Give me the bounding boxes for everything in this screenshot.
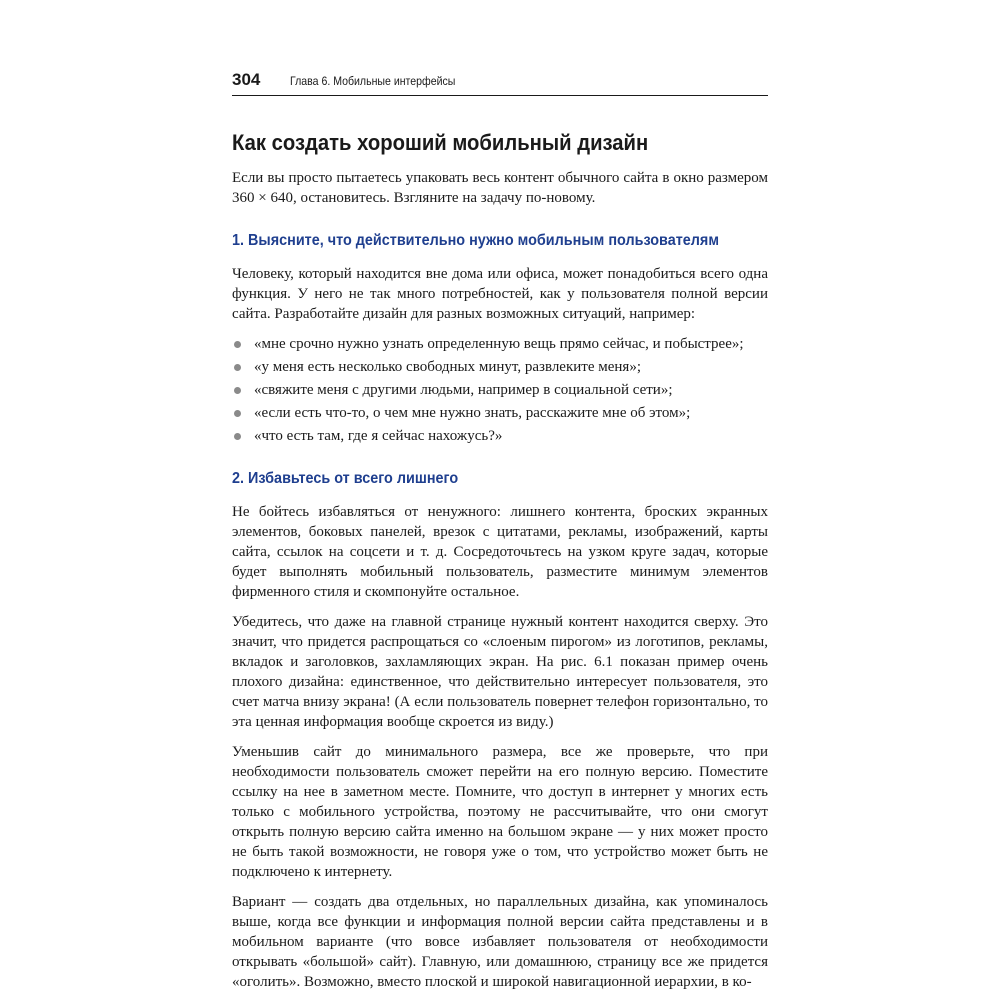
running-head: Глава 6. Мобильные интерфейсы — [290, 74, 456, 88]
list-item — [232, 380, 768, 400]
section-2-paragraph: Вариант — создать два отдельных, но параллельных дизайна, как упоминалось выше, когда все функции и информация полной версии сайта представлены и в мобильном варианте (что вовсе избавляет пользователя от необходимости открывать «большой» сайт). Главную, или домашнюю, страницу все же придется «оголить». Возможно, вместо плоской и широкой навигационной иерархии, в ко- — [232, 894, 768, 990]
bullet-list — [232, 334, 768, 446]
page-header — [232, 68, 768, 94]
list-item-text: «у меня есть несколько свободных минут, развлеките меня»; — [254, 359, 641, 375]
section-1-paragraph: Человеку, который находится вне дома или офиса, может понадобиться всего одна функция. У него не так много потребностей, как у пользователя полной версии сайта. Разработайте дизайн для разных возможных ситуаций, например: — [232, 266, 768, 322]
page-content — [232, 128, 768, 1000]
bullet-icon — [234, 387, 241, 394]
page-title: Как создать хороший мобильный дизайн — [232, 130, 649, 155]
bullet-icon — [234, 433, 241, 440]
section-2-paragraph: Уменьшив сайт до минимального размера, все же проверьте, что при необходимости пользователь сможет перейти на его полную версию. Поместите ссылку на нее в заметном месте. Помните, что доступ в интернет у многих есть только с мобильного устройства, поэтому не рассчитывайте, что они смогут открыть полную версию сайта именно на большом экране — у них может просто не быть такой возможности, не говоря уже о том, что устройство может быть не подключено к интернету. — [232, 744, 768, 880]
list-item — [232, 403, 768, 423]
section-2-paragraph: Убедитесь, что даже на главной странице нужный контент находится сверху. Это значит, что придется распрощаться со «слоеным пирогом» из логотипов, рекламы, вкладок и заголовков, захламляющих экран. На рис. 6.1 показан пример очень плохого дизайна: единственное, что действительно интересует пользователя, это счет матча внизу экрана! (А если пользователь повернет телефон горизонтально, то эта ценная информация вообще скроется из виду.) — [232, 614, 768, 730]
list-item-text: «если есть что-то, о чем мне нужно знать, расскажите мне об этом»; — [254, 405, 691, 421]
list-item-text: «что есть там, где я сейчас нахожусь?» — [254, 428, 503, 444]
header-rule — [232, 95, 768, 96]
list-item-text: «свяжите меня с другими людьми, например в социальной сети»; — [254, 382, 673, 398]
intro-paragraph: Если вы просто пытаетесь упаковать весь контент обычного сайта в окно размером 360 × 640, остановитесь. Взгляните на задачу по-новому. — [232, 170, 768, 206]
list-item-text: «мне срочно нужно узнать определенную вещь прямо сейчас, и побыстрее»; — [254, 336, 744, 352]
section-heading-1: 1. Выясните, что действительно нужно мобильным пользователям — [232, 232, 719, 249]
bullet-icon — [234, 364, 241, 371]
section-heading-2: 2. Избавьтесь от всего лишнего — [232, 470, 459, 487]
bullet-icon — [234, 410, 241, 417]
bullet-icon — [234, 341, 241, 348]
list-item — [232, 334, 768, 354]
section-2-paragraph: Не бойтесь избавляться от ненужного: лишнего контента, броских экранных элементов, боковых панелей, врезок с цитатами, рекламы, изображений, карты сайта, ссылок на соцсети и т. д. Сосредоточьтесь на узком круге задач, которые будет выполнять мобильный пользователь, разместите минимум элементов фирменного стиля и скомпонуйте остальное. — [232, 504, 768, 600]
page-number: 304 — [232, 70, 261, 89]
list-item — [232, 357, 768, 377]
list-item — [232, 426, 768, 446]
